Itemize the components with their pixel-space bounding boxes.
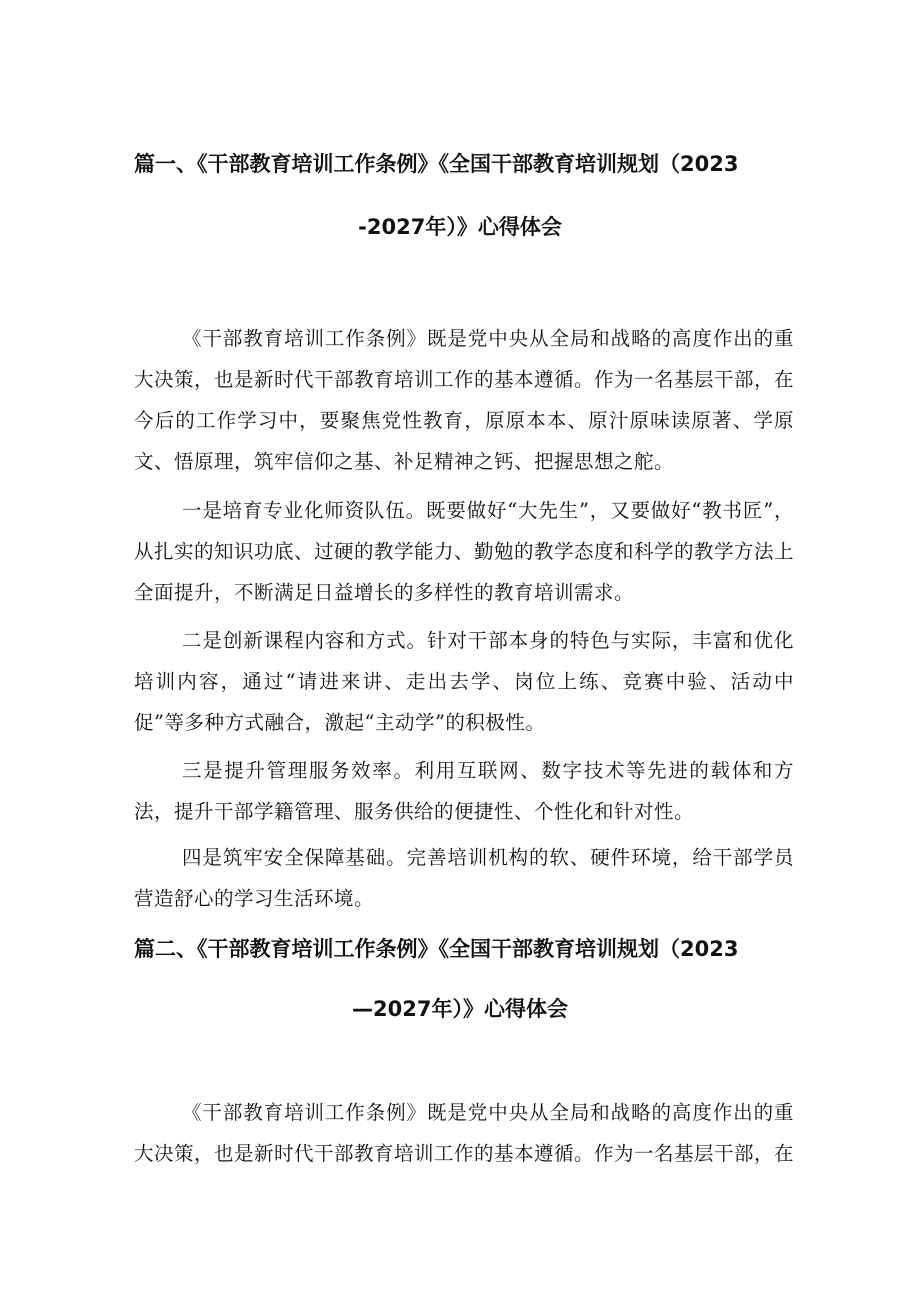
section1-paragraph-3: 二是创新课程内容和方式。针对干部本身的特色与实际，丰富和优化培训内容，通过“请进来讲、走出去学、岗位上练、竞赛中验、活动中促”等多种方式融合，激起“主动学”的积极性。 — [134, 629, 794, 734]
section2-paragraph-1: 《干部教育培训工作条例》既是党中央从全局和战略的高度作出的重大决策，也是新时代干部教育培训工作的基本遵循。作为一名基层干部，在 — [134, 1101, 795, 1165]
section1-title-line1: 篇一、《干部教育培训工作条例》《全国干部教育培训规划（2023 — [134, 152, 739, 176]
section2-title-line2: —2027年）》心得体会 — [352, 997, 568, 1021]
section1-paragraph-5: 四是筑牢安全保障基础。完善培训机构的软、硬件环境，给干部学员营造舒心的学习生活环境。 — [134, 846, 794, 910]
section1-paragraph-2: 一是培育专业化师资队伍。既要做好“大先生”，又要做好“教书匠”，从扎实的知识功底、过硬的教学能力、勤勉的教学态度和科学的教学方法上全面提升，不断满足日益增长的多样性的教育培训需求。 — [134, 499, 795, 604]
section1-title-line2: -2027年）》心得体会 — [358, 215, 562, 239]
section2-title-line1: 篇二、《干部教育培训工作条例》《全国干部教育培训规划（2023 — [134, 937, 739, 961]
section1-paragraph-1: 《干部教育培训工作条例》既是党中央从全局和战略的高度作出的重大决策，也是新时代干部教育培训工作的基本遵循。作为一名基层干部，在今后的工作学习中，要聚焦党性教育，原原本本、原汁原味读原著、学原文、悟原理，筑牢信仰之基、补足精神之钙、把握思想之舵。 — [134, 327, 795, 473]
section1-paragraph-4: 三是提升管理服务效率。利用互联网、数字技术等先进的载体和方法，提升干部学籍管理、服务供给的便捷性、个性化和针对性。 — [134, 759, 794, 823]
